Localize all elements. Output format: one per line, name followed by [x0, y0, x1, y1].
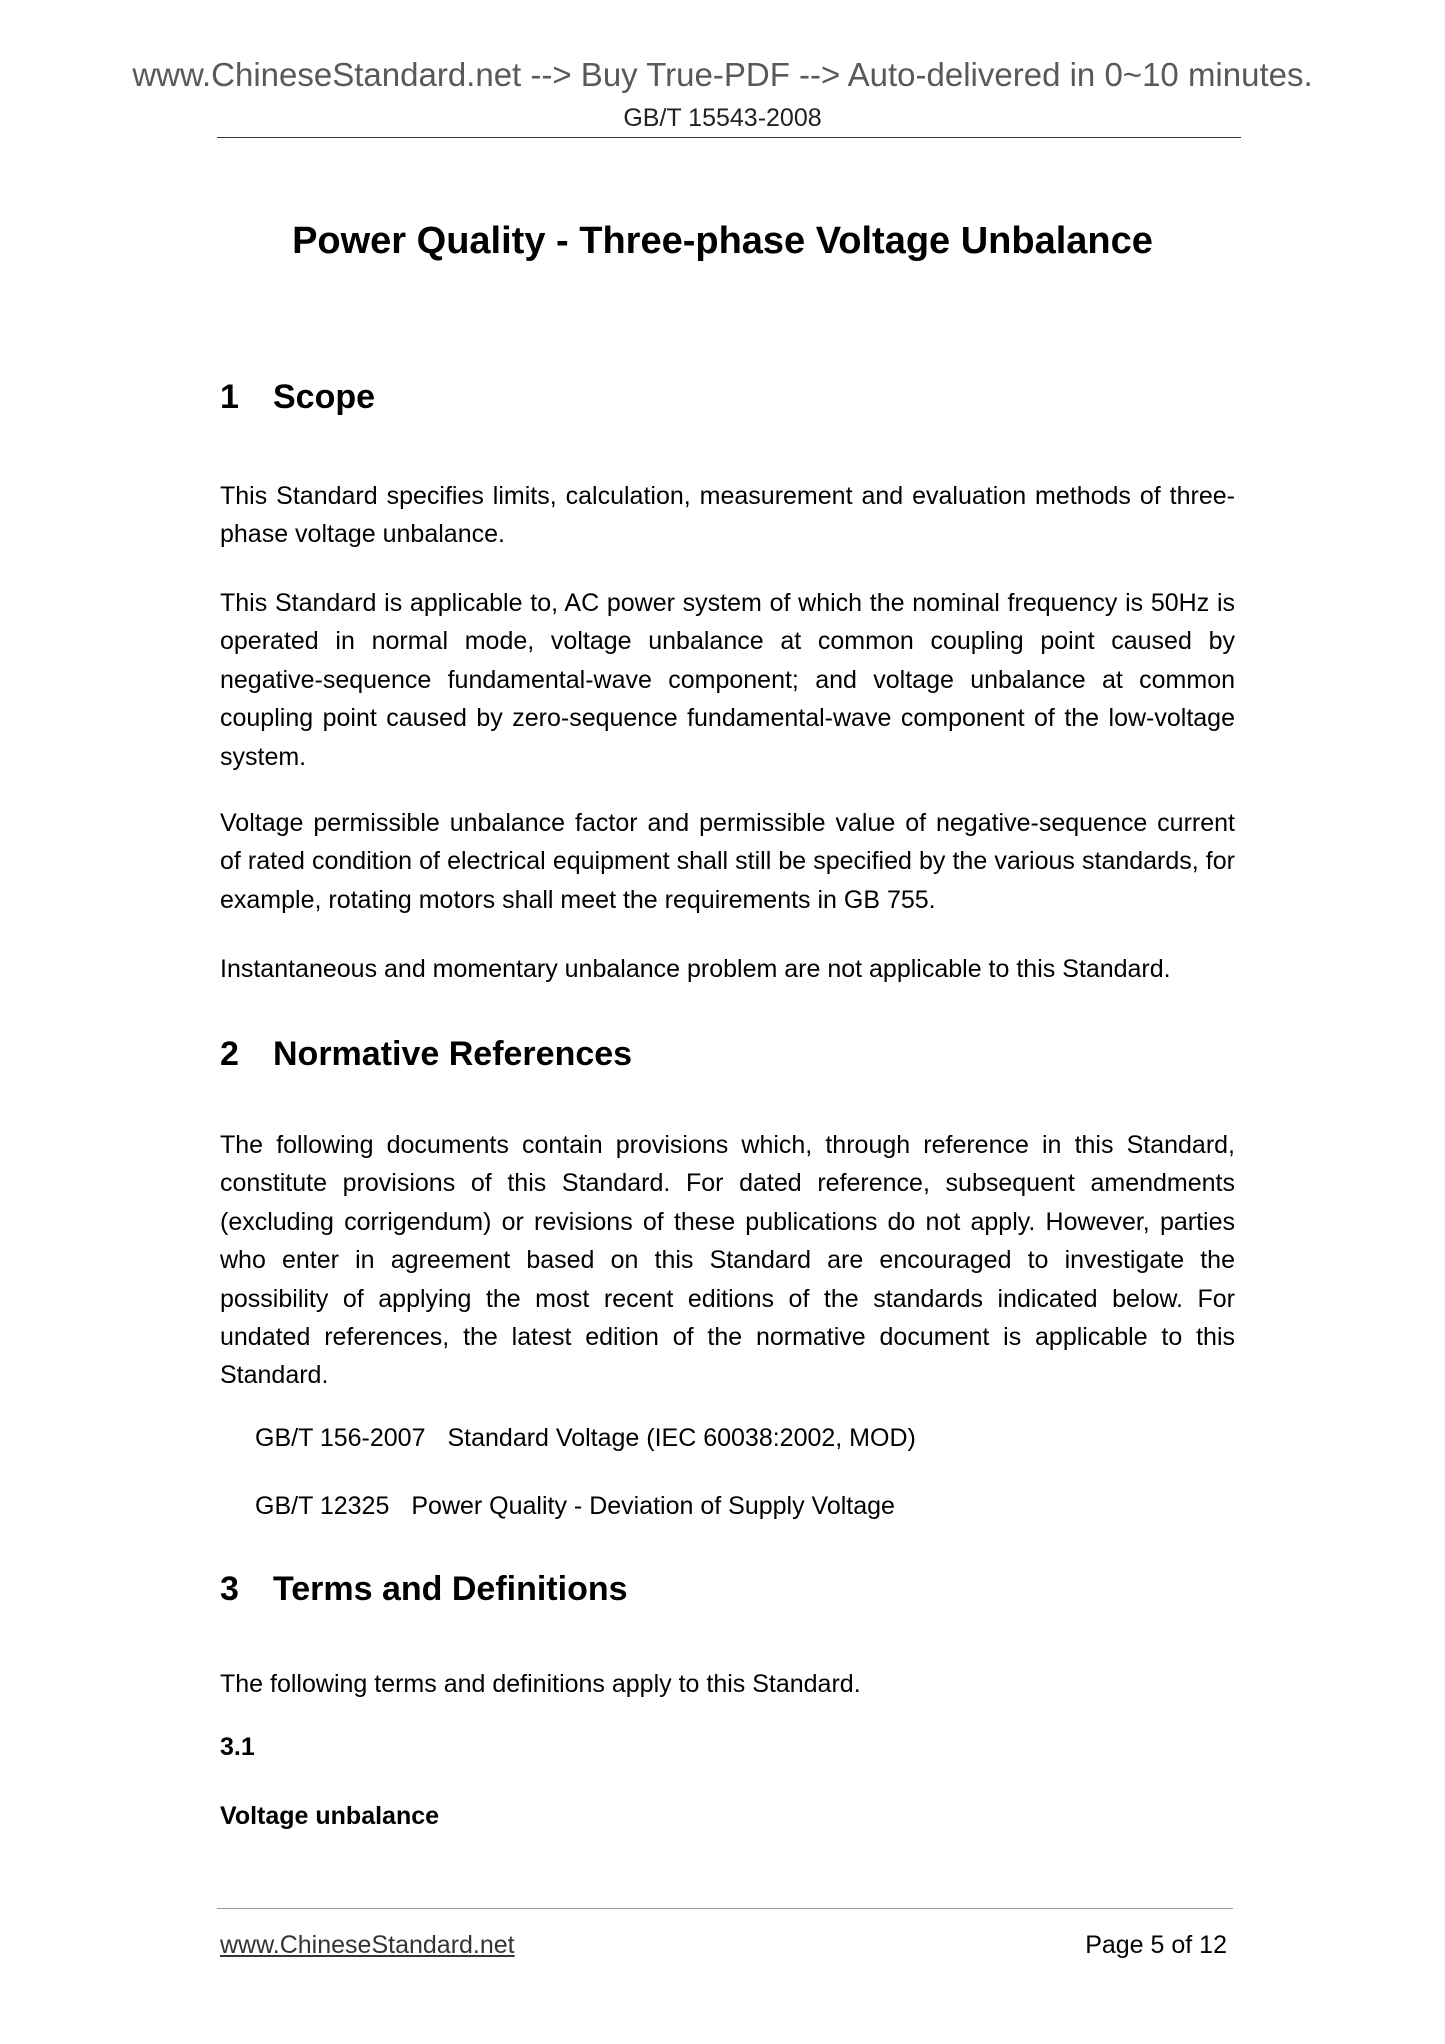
header-divider	[217, 137, 1241, 138]
top-banner[interactable]: www.ChineseStandard.net --> Buy True-PDF --> Auto-delivered in 0~10 minutes.	[132, 56, 1313, 93]
section-number: 3	[220, 1570, 239, 1608]
terms-intro-paragraph: The following terms and definitions apply to this Standard.	[220, 1670, 861, 1698]
reference-code: GB/T 12325	[255, 1492, 390, 1520]
section-heading-normative-references	[220, 1035, 632, 1074]
reference-title: Standard Voltage (IEC 60038:2002, MOD)	[447, 1424, 916, 1452]
section-heading-terms-definitions	[220, 1570, 628, 1609]
section-title: Normative References	[273, 1035, 633, 1073]
reference-title: Power Quality - Deviation of Supply Voltage	[411, 1492, 895, 1520]
standard-code: GB/T 15543-2008	[623, 104, 822, 132]
term-name: Voltage unbalance	[220, 1802, 440, 1830]
scope-paragraph-2: This Standard is applicable to, AC power system of which the nominal frequency is 50Hz is operated in normal mode, voltage unbalance at common coupling point caused by negative-sequence fundamental-wave component; and voltage unbalance at common coupling point caused by zero-sequence fundamental-wave component of the low-voltage system.	[220, 589, 1235, 771]
document-title: Power Quality - Three-phase Voltage Unbalance	[292, 220, 1153, 262]
section-number: 2	[220, 1035, 239, 1073]
scope-paragraph-3: Voltage permissible unbalance factor and permissible value of negative-sequence current of rated condition of electrical equipment shall still be specified by the various standards, for example, rotating motors shall meet the requirements in GB 755.	[220, 809, 1235, 914]
scope-paragraph-1: This Standard specifies limits, calculation, measurement and evaluation methods of three-phase voltage unbalance.	[220, 482, 1235, 549]
subsection-number: 3.1	[220, 1733, 255, 1761]
footer-site-link[interactable]: www.ChineseStandard.net	[220, 1931, 515, 1959]
section-heading-scope	[220, 378, 375, 417]
section-title: Scope	[273, 378, 376, 416]
scope-paragraph-4: Instantaneous and momentary unbalance problem are not applicable to this Standard.	[220, 955, 1171, 983]
reference-item	[255, 1424, 916, 1453]
footer-divider	[217, 1908, 1233, 1909]
page-number: Page 5 of 12	[1085, 1931, 1227, 1959]
reference-item	[255, 1492, 895, 1521]
section-title: Terms and Definitions	[273, 1570, 628, 1608]
section-number: 1	[220, 378, 239, 416]
reference-code: GB/T 156-2007	[255, 1424, 426, 1452]
references-paragraph: The following documents contain provisions which, through reference in this Standard, constitute provisions of this Standard. For dated reference, subsequent amendments (excluding corrigendum) or revisions of these publications do not apply. However, parties who enter in agreement based on this Standard are encouraged to investigate the possibility of applying the most recent editions of the standards indicated below. For undated references, the latest edition of the normative document is applicable to this Standard.	[220, 1131, 1235, 1390]
